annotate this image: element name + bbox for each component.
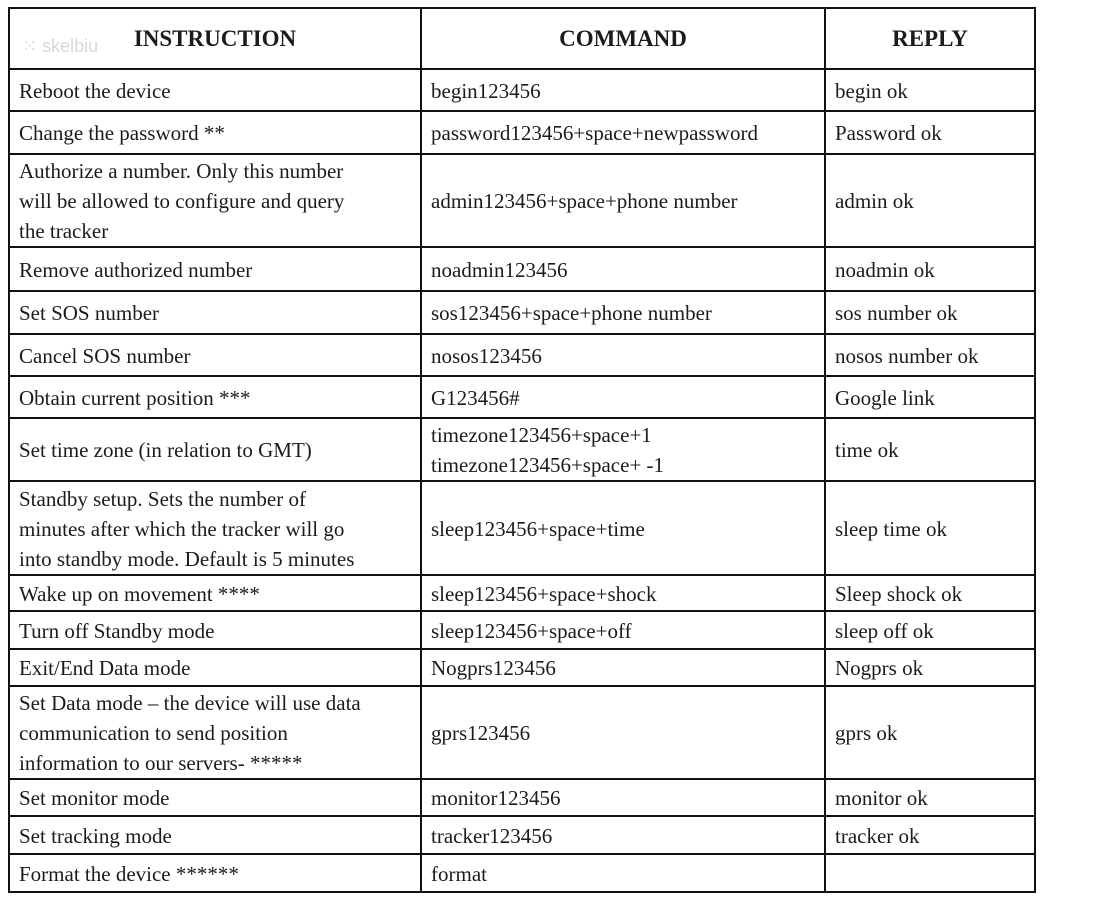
table-row (9, 649, 1035, 686)
cell-command: sleep123456+space+shock (421, 575, 825, 611)
cell-command: nosos123456 (421, 334, 825, 376)
cell-instruction: Set Data mode – the device will use data communication to send position information to our servers- ***** (9, 686, 421, 779)
cell-reply: sleep off ok (825, 611, 1035, 649)
cell-instruction: Set time zone (in relation to GMT) (9, 418, 421, 481)
cell-reply: Sleep shock ok (825, 575, 1035, 611)
cell-instruction: Change the password ** (9, 111, 421, 154)
watermark: ⁙ skelbiu (22, 36, 99, 56)
table-row (9, 334, 1035, 376)
table-row (9, 686, 1035, 779)
table-row (9, 418, 1035, 481)
cell-command: G123456# (421, 376, 825, 418)
cell-reply: time ok (825, 418, 1035, 481)
cell-command: sos123456+space+phone number (421, 291, 825, 334)
cell-reply: Nogprs ok (825, 649, 1035, 686)
header-row (9, 8, 1035, 69)
cell-command: tracker123456 (421, 816, 825, 854)
cell-reply: begin ok (825, 69, 1035, 111)
cell-instruction: Remove authorized number (9, 247, 421, 291)
table-row (9, 481, 1035, 575)
cell-instruction: Set SOS number (9, 291, 421, 334)
header-command: COMMAND (421, 8, 825, 69)
cell-command: password123456+space+newpassword (421, 111, 825, 154)
cell-instruction: Format the device ****** (9, 854, 421, 892)
table-row (9, 154, 1035, 247)
cell-instruction: Exit/End Data mode (9, 649, 421, 686)
cell-instruction: Standby setup. Sets the number of minutes after which the tracker will go into standby mode. Default is 5 minutes (9, 481, 421, 575)
table-row (9, 611, 1035, 649)
cell-command: sleep123456+space+time (421, 481, 825, 575)
cell-command: noadmin123456 (421, 247, 825, 291)
cell-reply (825, 854, 1035, 892)
cell-command: sleep123456+space+off (421, 611, 825, 649)
cell-reply: nosos number ok (825, 334, 1035, 376)
cell-reply: Password ok (825, 111, 1035, 154)
command-table (8, 7, 1036, 893)
table-row (9, 69, 1035, 111)
cell-reply: sos number ok (825, 291, 1035, 334)
cell-command: gprs123456 (421, 686, 825, 779)
table-row (9, 779, 1035, 816)
cell-instruction: Reboot the device (9, 69, 421, 111)
cell-instruction: Cancel SOS number (9, 334, 421, 376)
cell-reply: sleep time ok (825, 481, 1035, 575)
cell-instruction: Authorize a number. Only this number will be allowed to configure and query the tracker (9, 154, 421, 247)
cell-reply: monitor ok (825, 779, 1035, 816)
cell-instruction: Wake up on movement **** (9, 575, 421, 611)
cell-reply: tracker ok (825, 816, 1035, 854)
header-instruction: INSTRUCTION (9, 8, 421, 69)
header-reply: REPLY (825, 8, 1035, 69)
cell-reply: noadmin ok (825, 247, 1035, 291)
cell-reply: gprs ok (825, 686, 1035, 779)
table-row (9, 376, 1035, 418)
cell-reply: Google link (825, 376, 1035, 418)
cell-command: monitor123456 (421, 779, 825, 816)
cell-instruction: Set monitor mode (9, 779, 421, 816)
cell-instruction: Obtain current position *** (9, 376, 421, 418)
table-row (9, 247, 1035, 291)
cell-instruction: Turn off Standby mode (9, 611, 421, 649)
cell-command: format (421, 854, 825, 892)
table-row (9, 816, 1035, 854)
table-row (9, 291, 1035, 334)
table-row (9, 854, 1035, 892)
command-table-container (8, 7, 1036, 893)
table-row (9, 575, 1035, 611)
cell-command: admin123456+space+phone number (421, 154, 825, 247)
cell-reply: admin ok (825, 154, 1035, 247)
cell-command: Nogprs123456 (421, 649, 825, 686)
cell-command: timezone123456+space+1 timezone123456+space+ -1 (421, 418, 825, 481)
cell-command: begin123456 (421, 69, 825, 111)
table-row (9, 111, 1035, 154)
cell-instruction: Set tracking mode (9, 816, 421, 854)
